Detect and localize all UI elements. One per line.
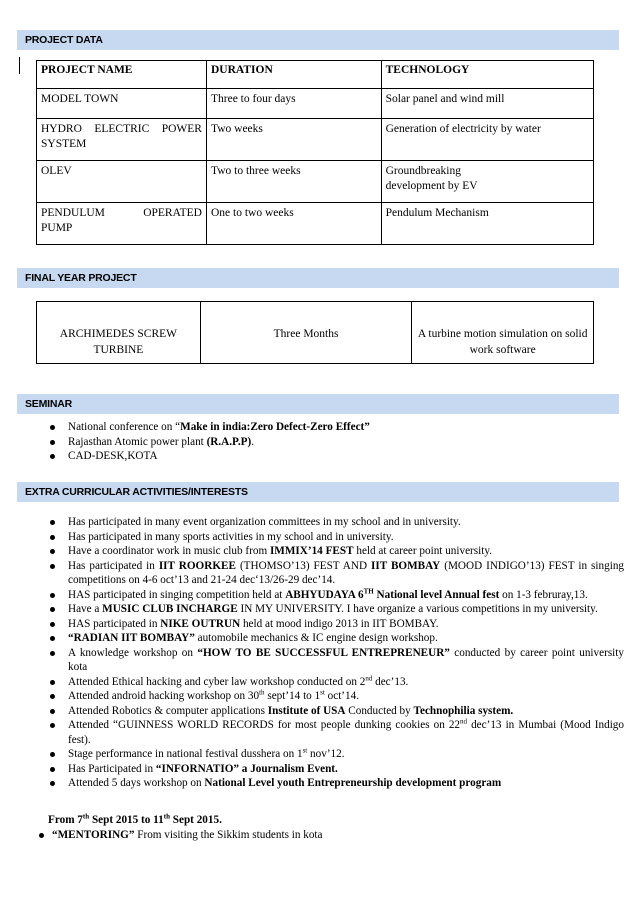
list-item: Has participated in IIT ROORKEE (THOMSO’13) FEST AND IIT BOMBAY (MOOD INDIGO’13) FEST in singing competitions on 4-6 oct’13 and 21-24 dec‘13/26-29 dec’14.	[48, 559, 624, 588]
duration-cell: Two weeks	[206, 119, 381, 161]
text-cursor	[19, 57, 20, 74]
list-item: Attended “GUINNESS WORLD RECORDS for most people dunking cookies on 22nd dec’13 in Mumbai (Mood Indigo fest).	[48, 718, 624, 747]
project-data-table	[36, 60, 594, 245]
list-item: National conference on “Make in india:Zero Defect-Zero Effect”	[48, 420, 593, 435]
duration-cell: Two to three weeks	[206, 161, 381, 203]
final-year-project-table	[36, 301, 594, 364]
section-header-project-data: PROJECT DATA	[17, 30, 619, 50]
extra-curricular-list	[48, 515, 624, 791]
table-row	[37, 89, 594, 119]
list-item: Rajasthan Atomic power plant (R.A.P.P).	[48, 435, 593, 450]
duration-cell: Three to four days	[206, 89, 381, 119]
list-item: Has participated in many event organization committees in my school and in university.	[48, 515, 624, 530]
table-row	[37, 203, 594, 245]
list-item: Have a MUSIC CLUB INCHARGE IN MY UNIVERSITY. I have organize a various competitions in my university.	[48, 602, 624, 617]
header-duration: DURATION	[206, 61, 381, 89]
list-item: Has Participated in “INFORNATIO” a Journalism Event.	[48, 762, 624, 777]
project-name-cell: PENDULUM OPERATED PUMP	[37, 203, 207, 245]
list-item: CAD-DESK,KOTA	[48, 449, 593, 464]
project-name-cell: HYDRO ELECTRIC POWER SYSTEM	[37, 119, 207, 161]
list-item: Attended Ethical hacking and cyber law workshop conducted on 2nd dec’13.	[48, 675, 624, 690]
section-header-extra-curricular: EXTRA CURRICULAR ACTIVITIES/INTERESTS	[17, 482, 619, 502]
seminar-list	[48, 420, 593, 464]
table-header-row	[37, 61, 594, 89]
table-row	[37, 119, 594, 161]
list-item: Attended Robotics & computer applications Institute of USA Conducted by Technophilia system.	[48, 704, 624, 719]
table-row	[37, 302, 594, 364]
list-item: “RADIAN IIT BOMBAY” automobile mechanics & IC engine design workshop.	[48, 631, 624, 646]
list-item: “MENTORING” From visiting the Sikkim students in kota	[36, 828, 323, 843]
duration-cell: One to two weeks	[206, 203, 381, 245]
technology-cell: Pendulum Mechanism	[381, 203, 593, 245]
project-name-cell: OLEV	[37, 161, 207, 203]
list-item: Attended android hacking workshop on 30th sept’14 to 1st oct’14.	[48, 689, 624, 704]
header-technology: TECHNOLOGY	[381, 61, 593, 89]
technology-cell: Solar panel and wind mill	[381, 89, 593, 119]
technology-cell: Groundbreaking development by EV	[381, 161, 593, 203]
list-item: Stage performance in national festival dusshera on 1st nov’12.	[48, 747, 624, 762]
final-project-name-cell: ARCHIMEDES SCREW TURBINE	[37, 302, 201, 364]
section-header-seminar: SEMINAR	[17, 394, 619, 414]
list-item: HAS participated in NIKE OUTRUN held at mood indigo 2013 in IIT BOMBAY.	[48, 617, 624, 632]
list-item: A knowledge workshop on “HOW TO BE SUCCESSFUL ENTREPRENEUR” conducted by career point university kota	[48, 646, 624, 675]
list-item: Attended 5 days workshop on National Level youth Entrepreneurship development program	[48, 776, 624, 791]
workshop-dates: From 7th Sept 2015 to 11th Sept 2015.	[48, 812, 222, 826]
section-header-final-year-project: FINAL YEAR PROJECT	[17, 268, 619, 288]
table-row	[37, 161, 594, 203]
list-item: HAS participated in singing competition held at ABHYUDAYA 6TH National level Annual fest on 1-3 februray,13.	[48, 588, 624, 603]
final-project-technology-cell: A turbine motion simulation on solid work software	[412, 302, 594, 364]
list-item: Have a coordinator work in music club from IMMIX’14 FEST held at career point university.	[48, 544, 624, 559]
technology-cell: Generation of electricity by water	[381, 119, 593, 161]
header-project-name: PROJECT NAME	[37, 61, 207, 89]
list-item: Has participated in many sports activities in my school and in university.	[48, 530, 624, 545]
final-project-duration-cell: Three Months	[200, 302, 412, 364]
project-name-cell: MODEL TOWN	[37, 89, 207, 119]
